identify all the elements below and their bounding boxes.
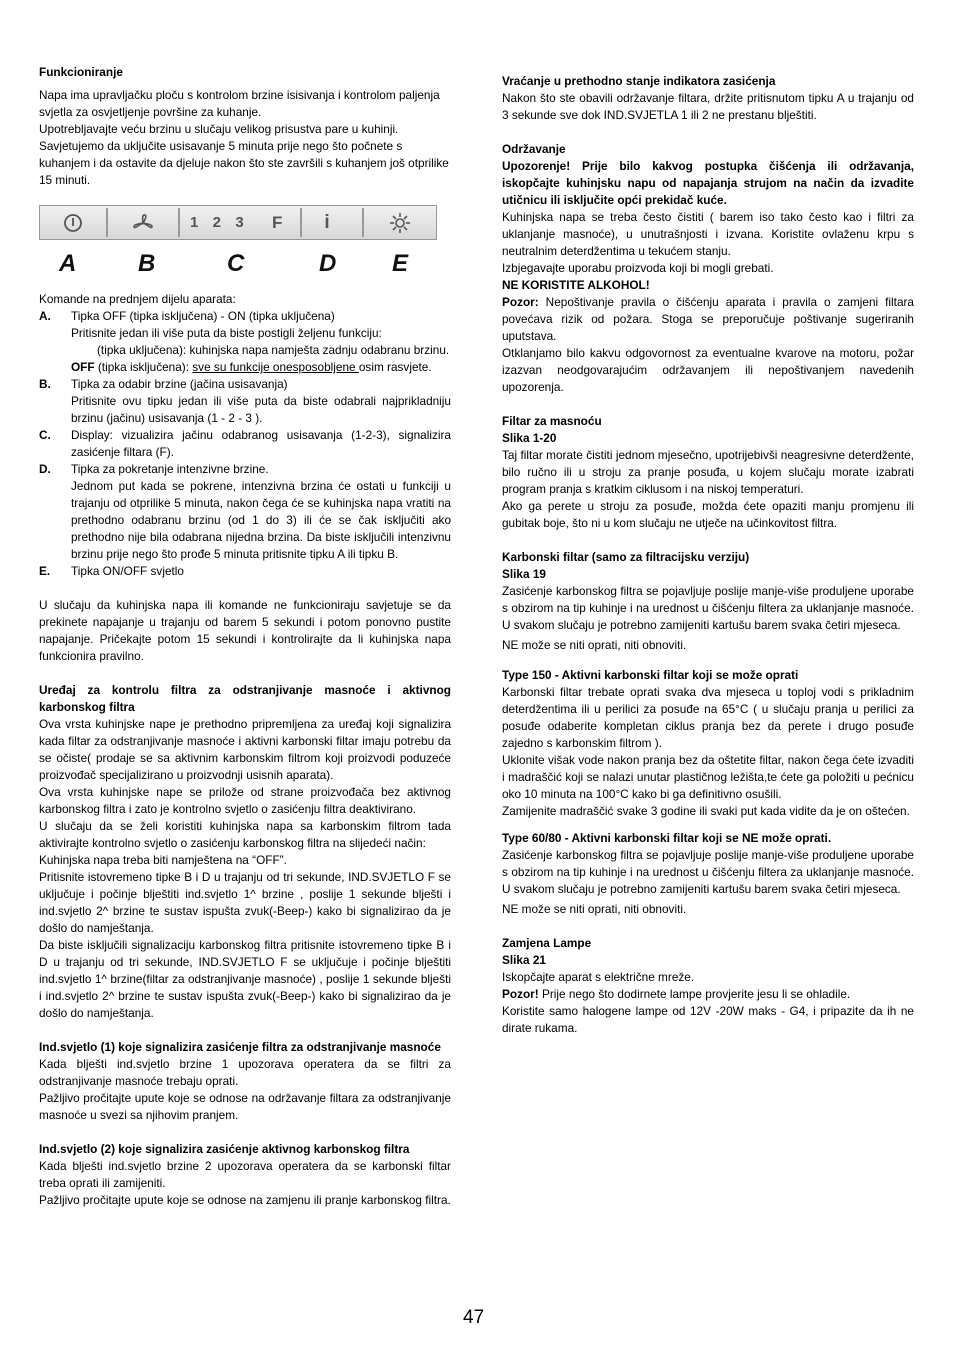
off-underlined: sve su funkcije onesposobljene <box>192 360 359 374</box>
boost-indicator: F <box>272 213 283 232</box>
paragraph: Pritisnite istovremeno tipke B i D u trajanju od tri sekunde, IND.SVJETLO F se uključuje i počinje blještiti ind.svjetlo 1^ brzine , poslije 1 sekunde blješti i ind.svjetlo 2^ brzine te sustav ispušta zvuk(-Beep-) kako bi signalizirao da je došlo do namještanja. <box>39 870 451 935</box>
speed-display <box>180 208 302 237</box>
info-icon <box>292 208 364 237</box>
list-item-d <box>39 461 451 563</box>
paragraph: Kada blješti ind.svjetlo brzine 2 upozorava operatera da se karbonski filtar treba oprati ili zamijeniti. <box>39 1159 451 1190</box>
item-sub: Pritisnite jedan ili više puta da biste postigli željenu funkciju: <box>71 326 382 340</box>
list-letter: A. <box>39 309 51 323</box>
section-title: Type 60/80 - Aktivni karbonski filtar koji se NE može oprati. <box>502 831 832 845</box>
section-title: Ind.svjetlo (1) koje signalizira zasićenje filtra za odstranjivanje masnoće <box>39 1040 441 1054</box>
paragraph: Koristite samo halogene lampe od 12V -20W maks - G4, i pripazite da ih ne dirate rukama. <box>502 1004 914 1035</box>
item-sub-on: (tipka uključena): kuhinjska napa namješta zadnju odabranu brzinu. <box>97 343 450 357</box>
figure-ref: Slika 19 <box>502 567 546 581</box>
control-panel-strip <box>39 205 437 240</box>
paragraph: U slučaju da kuhinjska napa ili komande ne funkcioniraju savjetuje se da prekinete napajanje u trajanju od barem 5 sekundi i potom ponovno pustite napajanje. Pričekajte potom 15 sekundi i kontrolirajte da li kuhinjska napa funkcionira pravilno. <box>39 598 451 663</box>
off-end: osim rasvjete. <box>358 360 432 374</box>
section-title: Karbonski filtar (samo za filtracijsku verziju) <box>502 550 750 564</box>
paragraph: Iskopčajte aparat s električne mreže. <box>502 970 695 984</box>
power-icon <box>40 208 108 237</box>
list-letter: D. <box>39 462 51 476</box>
list-item-a <box>39 308 451 376</box>
light-icon <box>364 208 436 237</box>
info-glyph: i <box>324 212 330 233</box>
section-title: Uređaj za kontrolu filtra za odstranjivanje masnoće i aktivnog karbonskog filtra <box>39 683 451 714</box>
paragraph: Ova vrsta kuhinjske nape je prethodno pripremljena za uređaj koji signalizira kada filtar za odstranjivanje masnoće i aktivni karbonski filtar imaju potrebu da se očiste( prodaje se sa aktivnim karbonskim filtrom koji proizvodi poduzeće proizvođač specijalizirano u proizvodnji usisnih aparata). <box>39 717 451 782</box>
item-sub <box>71 342 451 359</box>
list-letter: C. <box>39 428 51 442</box>
panel-letter-a: A <box>59 250 77 277</box>
paragraph: Savjetujemo da uključite usisavanje 5 minuta prije nego što počnete s kuhanjem i da ostavite da djeluje nakon što ste završili s kuhanjem još otprilike 15 minuti. <box>39 139 449 187</box>
paragraph <box>502 294 914 345</box>
speed-digits: 1 2 3 <box>190 214 246 231</box>
warning-paragraph: Upozorenje! Prije bilo kakvog postupka čišćenja ili održavanja, iskopčajte kuhinjsku napu od napajanja strujom na način da izvadite utičnicu ili isključite opći prekidač kuće. <box>502 159 914 207</box>
pozor-text: Nepoštivanje pravila o čišćenju aparata i pravila o zamjeni filtara povećava rizik od požara. Stoga se preporučuje poštivanje sugeriranih uputstava. <box>502 295 914 343</box>
panel-letter-c: C <box>227 250 245 277</box>
right-column <box>502 73 914 1037</box>
page-number: 47 <box>463 1307 485 1328</box>
pozor-label: Pozor: <box>502 295 539 309</box>
list-letter: E. <box>39 564 51 578</box>
list-item-e <box>39 563 451 580</box>
paragraph <box>502 986 914 1003</box>
item-sub: Pritisnite ovu tipku jedan ili više puta da biste odabrali najprikladniju brzinu (jačinu) usisavanja (1 - 2 - 3 ). <box>71 394 451 425</box>
paragraph: Upotrebljavajte veću brzinu u slučaju velikog prisustva pare u kuhinji. <box>39 122 399 136</box>
off-label: OFF <box>71 360 95 374</box>
alcohol-warning: NE KORISTITE ALKOHOL! <box>502 278 650 292</box>
section-title: Održavanje <box>502 142 566 156</box>
item-sub <box>71 359 451 376</box>
fan-icon <box>108 208 180 237</box>
section-title: Zamjena Lampe <box>502 936 592 950</box>
paragraph: Karbonski filtar trebate oprati svaka dva mjeseca u toploj vodi s prikladnim deterdžentima ili u perilici za posuđe na 65°C ( u slučaju pranja u perilici za posuđe odaberite kompletan ciklus pranja bez da perete i drugo posuđe zajedno s karbonskim filtrom ). <box>502 685 914 750</box>
left-column <box>39 64 451 1209</box>
control-panel-figure <box>39 205 439 285</box>
paragraph: Taj filtar morate čistiti jednom mjesečno, upotrijebivši neagresivne deterdžente, bilo ručno ili u stroju za pranje posuđa, u kojem slučaju morate izabrati program pranja s kratkim ciklusom i na niskoj temperaturi. <box>502 448 914 496</box>
paragraph: Ova vrsta kuhinjske nape se priložе od strane proizvođača bez aktivnog karbonskog filtra i zato je kontrolno svjetlo o zasićenju filtra deaktivirano. <box>39 785 451 816</box>
paragraph: Ako ga perete u stroju za posuđe, možda ćete opaziti manju promjenu ili gubitak boje, što ni u kom slučaju ne utječe na učinkovitost filtra. <box>502 499 914 530</box>
paragraph: Zasićenje karbonskog filtra se pojavljuje poslije manje-više produljene uporabe s obzirom na tip kuhinje i na urednost u čišćenju filtera za uklanjanje masnoće. U svakom slučaju je potrebno zamijeniti kartušu barem svaka četiri mjeseca. <box>502 584 914 632</box>
paragraph: Pažljivo pročitajte upute koje se odnose na zamjenu ili pranje karbonskog filtra. <box>39 1193 451 1207</box>
pozor-text: Prije nego što dodirnete lampe provjerite jesu li se ohladile. <box>538 987 851 1001</box>
paragraph: Kuhinjska napa se treba često čistiti ( barem iso tako često kao i filtri za uklanjanje masnoće), u unutrašnjosti i izvana. Koristite ovlaženu krpu s neutralnim deterdžentima u tekućem stanju. <box>502 210 914 258</box>
item-text: Tipka za pokretanje intenzivne brzine. <box>71 462 269 476</box>
paragraph: NE može se niti oprati, niti obnoviti. <box>502 638 687 652</box>
paragraph: Zamijenite madraščić svake 3 godine ili svaki put kada vidite da je on oštećen. <box>502 804 910 818</box>
item-sub: Jednom put kada se pokrene, intenzivna brzina će ostati u funkciji u trajanju od otprilike 5 minuta, nakon čega će se kuhinjska napa vratiti na prethodno odabranu brzinu (od 1 do 3) ili će se čak isključiti ako prethodno nije bila odabrana nijedna brzina. Da biste isključili intenzivnu brzinu prije nego što prođe 5 minuta pritisnite tipku A ili tipku B. <box>71 479 451 561</box>
item-text: Tipka za odabir brzine (jačina usisavanja) <box>71 377 288 391</box>
paragraph: Kada blješti ind.svjetlo brzine 1 upozorava operatera da se filtri za odstranjivanje masnoće trebaju oprati. <box>39 1057 451 1088</box>
paragraph: Nakon što ste obavili održavanje filtara, držite pritisnutom tipku A u trajanju od 3 sekunde sve dok IND.SVJETLA 1 ili 2 ne prestanu blještiti. <box>502 91 914 122</box>
paragraph: Napa ima upravljačku ploču s kontrolom brzine isisivanja i kontrolom paljenja svjetla za osvjetljenje površine za kuhanje. <box>39 88 440 119</box>
section-title: Type 150 - Aktivni karbonski filtar koji se može oprati <box>502 668 799 682</box>
panel-letter-e: E <box>392 250 409 277</box>
panel-letter-b: B <box>138 250 156 277</box>
figure-ref: Slika 21 <box>502 953 546 967</box>
list-item-c <box>39 427 451 461</box>
list-item-b <box>39 376 451 427</box>
paragraph: Zasićenje karbonskog filtra se pojavljuje poslije manje-više produljene uporabe s obzirom na tip kuhinje i na urednost u čišćenju filtera za uklanjanje masnoće. U svakom slučaju je potrebno zamijeniti kartušu barem svaka četiri mjeseca. <box>502 848 914 896</box>
paragraph: Pažljivo pročitajte upute koje se odnose na održavanje filtara za odstranjivanje masnoće u svezi sa njihovim pranjem. <box>39 1091 451 1122</box>
pozor-label: Pozor! <box>502 987 539 1001</box>
off-text: (tipka isključena): <box>94 360 193 374</box>
paragraph: U slučaju da se želi koristiti kuhinjska napa sa karbonskim filtrom tada aktivirajte kontrolno svjetlo o zasićenju karbonskog filtra na slijedeći način: <box>39 819 451 850</box>
item-text: Display: vizualizira jačinu odabranog usisavanja (1-2-3), signalizira zasićenje filtara (F). <box>71 428 451 459</box>
paragraph: Izbjegavajte uporabu proizvoda koji bi mogli grebati. <box>502 261 774 275</box>
panel-letter-d: D <box>319 250 337 277</box>
item-text: Tipka OFF (tipka isključena) - ON (tipka uključena) <box>71 309 335 323</box>
list-letter: B. <box>39 377 51 391</box>
section-title: Funkcioniranje <box>39 65 123 79</box>
paragraph: Da biste isključili signalizaciju karbonskog filtra pritisnite istovremeno tipke B i D u trajanju od tri sekunde, IND.SVJETLO F se uključuje i počinje blještiti ind.svjetlo 1^ brzine(filtar za odstranjivanje masnoće) , poslije 1 sekunde blješti i ind.svjetlo 2^ brzine te sustav ispušta zvuk(-Beep-) kako bi signalizirao da je došlo do namještanja. <box>39 938 451 1020</box>
section-title: Filtar za masnoću <box>502 414 602 428</box>
figure-ref: Slika 1-20 <box>502 431 557 445</box>
paragraph: Kuhinjska napa treba biti namještena na “OFF”. <box>39 853 287 867</box>
item-text: Tipka ON/OFF svjetlo <box>71 564 184 578</box>
paragraph: Komande na prednjem dijelu aparata: <box>39 292 236 306</box>
paragraph: Otklanjamo bilo kakvu odgovornost za eventualne kvarove na motoru, požar izazvan neodgovarajućim održavanjem ili nepoštivanjem navedenih upozorenja. <box>502 346 914 394</box>
section-title: Ind.svjetlo (2) koje signalizira zasićenje aktivnog karbonskog filtra <box>39 1142 410 1156</box>
paragraph: Uklonite višak vode nakon pranja bez da oštetite filtar, nakon čega ćete izvaditi i madraščić koji se nalazi unutar plastičnog ležišta,te ćete ga položiti u pećnicu oko 10 minuta na 100°C kako bi ga definitivno osušili. <box>502 753 914 801</box>
section-title: Vraćanje u prethodno stanje indikatora zasićenja <box>502 74 776 88</box>
paragraph: NE može se niti oprati, niti obnoviti. <box>502 902 687 916</box>
